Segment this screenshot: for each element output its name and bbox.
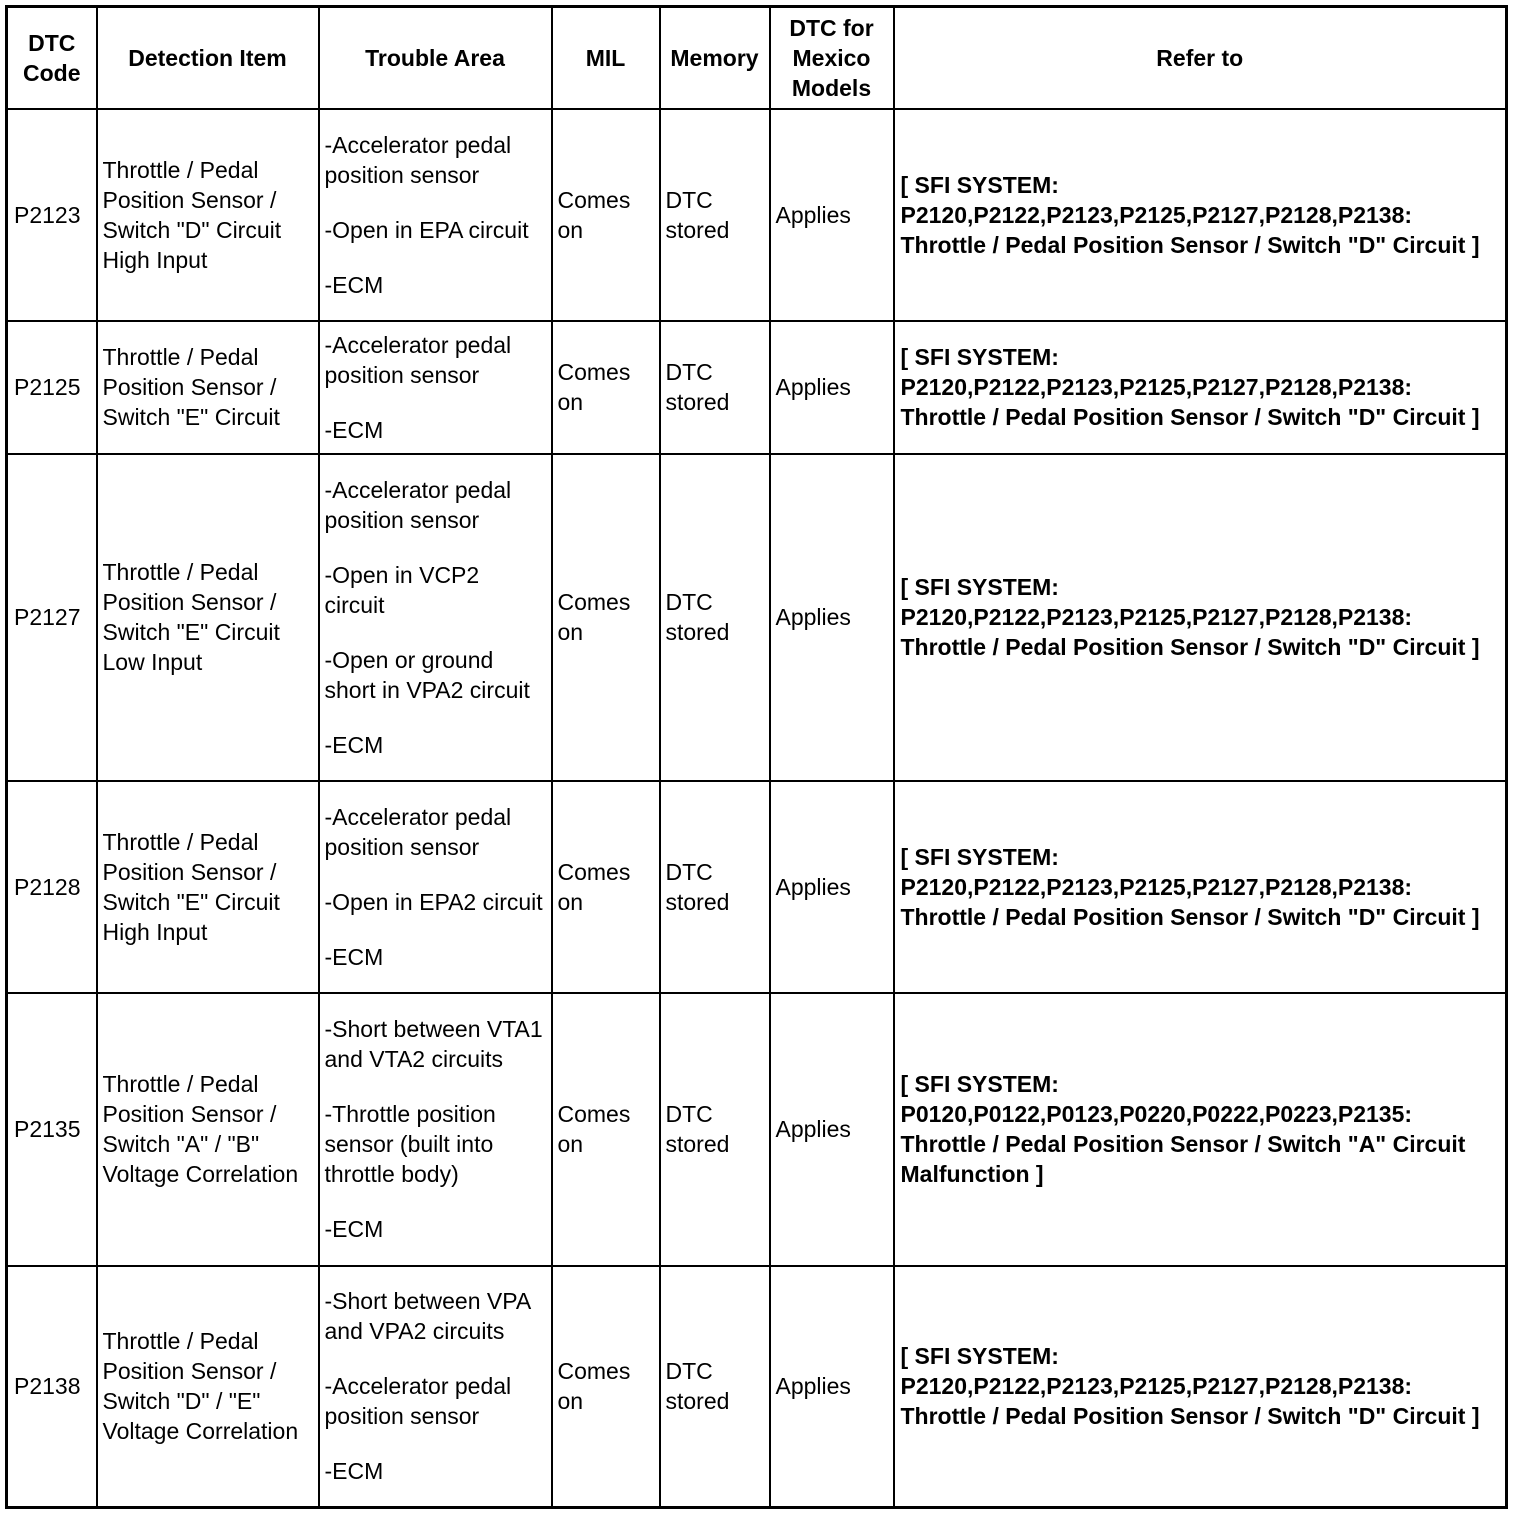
mexico-models-cell: Applies	[770, 781, 894, 993]
header-detection-item: Detection Item	[97, 7, 319, 109]
header-refer-to: Refer to	[894, 7, 1507, 109]
trouble-area-item: -ECM	[324, 1458, 384, 1485]
dtc-code-cell: P2128	[7, 781, 97, 993]
memory-cell: DTC stored	[660, 321, 770, 454]
header-mil: MIL	[552, 7, 660, 109]
detection-item-cell: Throttle / Pedal Position Sensor / Switch "E" Circuit	[97, 321, 319, 454]
table-row	[7, 993, 1507, 1266]
header-dtc-code: DTC Code	[7, 7, 97, 109]
refer-to-cell: [ SFI SYSTEM: P2120,P2122,P2123,P2125,P2127,P2128,P2138: Throttle / Pedal Position Sensor / Switch "D" Circuit ]	[894, 1266, 1507, 1508]
mexico-models-cell: Applies	[770, 321, 894, 454]
refer-to-cell: [ SFI SYSTEM: P2120,P2122,P2123,P2125,P2127,P2128,P2138: Throttle / Pedal Position Sensor / Switch "D" Circuit ]	[894, 321, 1507, 454]
memory-cell: DTC stored	[660, 1266, 770, 1508]
trouble-area-item: -ECM	[324, 731, 384, 758]
trouble-area-item: -ECM	[324, 1216, 384, 1242]
trouble-area-item: -ECM	[324, 271, 384, 298]
refer-to-cell: [ SFI SYSTEM: P2120,P2122,P2123,P2125,P2127,P2128,P2138: Throttle / Pedal Position Sensor / Switch "D" Circuit ]	[894, 109, 1507, 321]
table-row	[7, 109, 1507, 321]
trouble-area-cell	[319, 781, 552, 993]
dtc-code-cell: P2135	[7, 993, 97, 1266]
mil-cell: Comes on	[552, 454, 660, 781]
trouble-area-cell	[319, 1266, 552, 1508]
header-memory: Memory	[660, 7, 770, 109]
table-row	[7, 454, 1507, 781]
trouble-area-item: -Accelerator pedal position sensor	[324, 131, 512, 188]
detection-item-cell: Throttle / Pedal Position Sensor / Switch "D" Circuit High Input	[97, 109, 319, 321]
dtc-code-cell: P2127	[7, 454, 97, 781]
mexico-models-cell: Applies	[770, 109, 894, 321]
trouble-area-item: -Open in EPA circuit	[324, 216, 529, 243]
detection-item-cell: Throttle / Pedal Position Sensor / Switch "A" / "B" Voltage Correlation	[97, 993, 319, 1266]
trouble-area-cell	[319, 321, 552, 454]
mexico-models-cell: Applies	[770, 454, 894, 781]
memory-cell: DTC stored	[660, 781, 770, 993]
trouble-area-item: -Throttle position sensor (built into throttle body)	[324, 1101, 496, 1187]
table-row	[7, 1266, 1507, 1508]
mil-cell: Comes on	[552, 321, 660, 454]
trouble-area-item: -Short between VTA1 and VTA2 circuits	[324, 1016, 543, 1072]
mil-cell: Comes on	[552, 993, 660, 1266]
trouble-area-item: -Accelerator pedal position sensor	[324, 476, 512, 533]
trouble-area-item: -Accelerator pedal position sensor	[324, 803, 512, 860]
mil-cell: Comes on	[552, 109, 660, 321]
dtc-code-cell: P2123	[7, 109, 97, 321]
memory-cell: DTC stored	[660, 109, 770, 321]
mil-cell: Comes on	[552, 781, 660, 993]
trouble-area-cell	[319, 109, 552, 321]
mexico-models-cell: Applies	[770, 1266, 894, 1508]
trouble-area-item: -ECM	[324, 416, 384, 443]
dtc-code-cell: P2138	[7, 1266, 97, 1508]
detection-item-cell: Throttle / Pedal Position Sensor / Switch "E" Circuit Low Input	[97, 454, 319, 781]
memory-cell: DTC stored	[660, 454, 770, 781]
trouble-area-item: -Open in EPA2 circuit	[324, 888, 543, 915]
trouble-area-item: -Accelerator pedal position sensor	[324, 331, 512, 388]
table-row	[7, 321, 1507, 454]
header-row	[7, 7, 1507, 109]
trouble-area-cell	[319, 993, 552, 1266]
trouble-area-cell	[319, 454, 552, 781]
memory-cell: DTC stored	[660, 993, 770, 1266]
trouble-area-item: -Short between VPA and VPA2 circuits	[324, 1288, 530, 1345]
trouble-area-item: -ECM	[324, 943, 384, 970]
header-mexico-models: DTC for Mexico Models	[770, 7, 894, 109]
trouble-area-item: -Open in VCP2 circuit	[324, 561, 480, 618]
refer-to-cell: [ SFI SYSTEM: P2120,P2122,P2123,P2125,P2127,P2128,P2138: Throttle / Pedal Position Sensor / Switch "D" Circuit ]	[894, 781, 1507, 993]
mil-cell: Comes on	[552, 1266, 660, 1508]
refer-to-cell: [ SFI SYSTEM: P2120,P2122,P2123,P2125,P2127,P2128,P2138: Throttle / Pedal Position Sensor / Switch "D" Circuit ]	[894, 454, 1507, 781]
detection-item-cell: Throttle / Pedal Position Sensor / Switch "D" / "E" Voltage Correlation	[97, 1266, 319, 1508]
trouble-area-item: -Open or ground short in VPA2 circuit	[324, 646, 530, 703]
dtc-table	[5, 5, 1508, 1509]
mexico-models-cell: Applies	[770, 993, 894, 1266]
dtc-code-cell: P2125	[7, 321, 97, 454]
refer-to-cell: [ SFI SYSTEM: P0120,P0122,P0123,P0220,P0222,P0223,P2135: Throttle / Pedal Position Sensor / Switch "A" Circuit Malfunction ]	[894, 993, 1507, 1266]
trouble-area-item: -Accelerator pedal position sensor	[324, 1373, 512, 1430]
detection-item-cell: Throttle / Pedal Position Sensor / Switch "E" Circuit High Input	[97, 781, 319, 993]
header-trouble-area: Trouble Area	[319, 7, 552, 109]
table-row	[7, 781, 1507, 993]
